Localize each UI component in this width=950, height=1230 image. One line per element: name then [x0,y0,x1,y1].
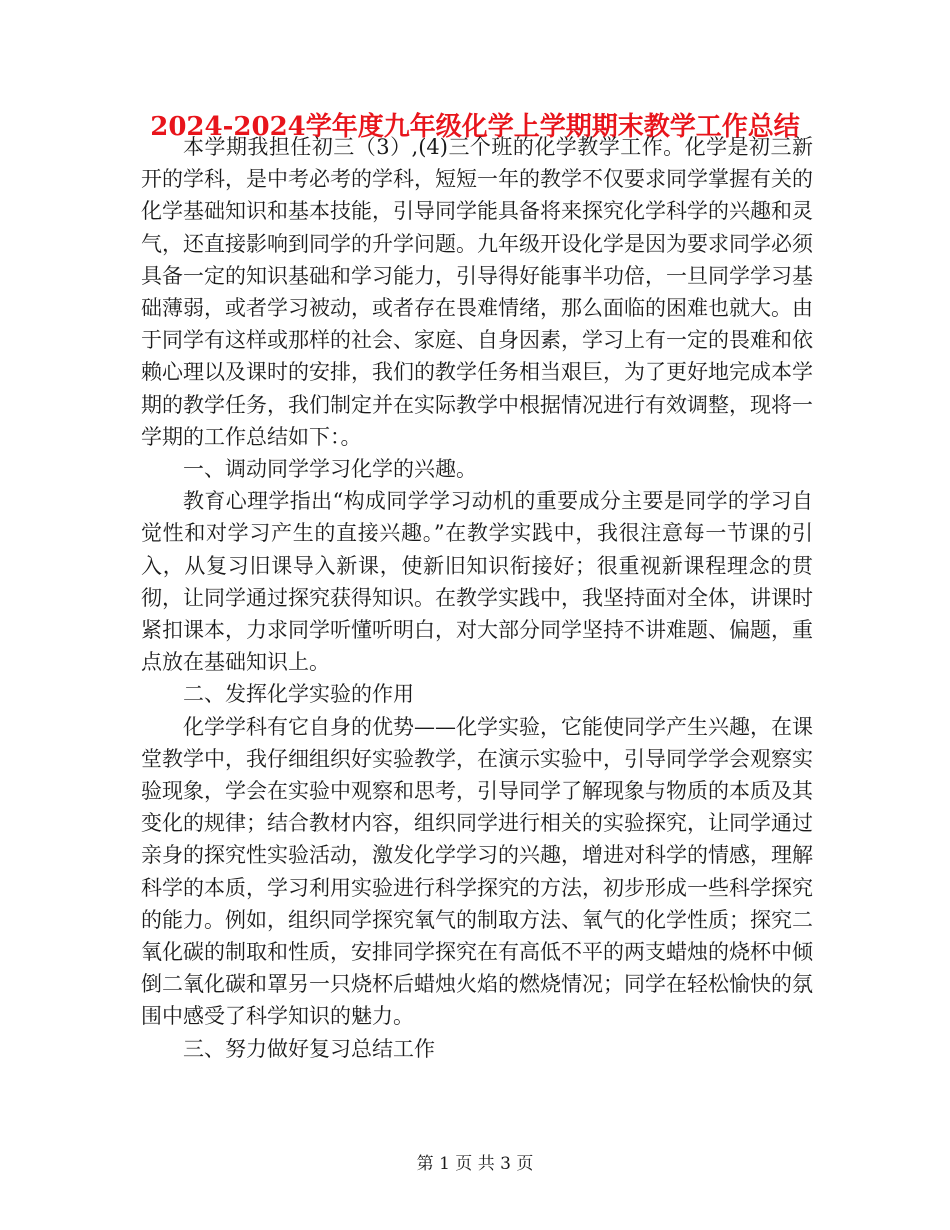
page-number-footer: 第 1 页 共 3 页 [416,1154,534,1174]
section-heading-2: 二、发挥化学实验的作用 [183,682,414,707]
section-heading-3: 三、努力做好复习总结工作 [183,1036,435,1061]
intro-paragraph: 本学期我担任初三（3）,(4)三个班的化学教学工作。化学是初三新开的学科，是中考必考的学科，短短一年的教学不仅要求同学掌握有关的化学基础知识和基本技能，引导同学能具备将来探究化学科学的兴趣和灵气，还直接影响到同学的升学问题。九年级开设化学是因为要求同学必须具备一定的知识基础和学习能力，引导得好能事半功倍，一旦同学学习基础薄弱，或者学习被动，或者存在畏难情绪，那么面临的困难也就大。由于同学有这样或那样的社会、家庭、自身因素，学习上有一定的畏难和依赖心理以及课时的安排，我们的教学任务相当艰巨，为了更好地完成本学期的教学任务，我们制定并在实际教学中根据情况进行有效调整，现将一学期的工作总结如下：。 [141,135,813,449]
section-1-paragraph: 教育心理学指出“构成同学学习动机的重要成分主要是同学的学习自觉性和对学习产生的直接兴趣。”在教学实践中，我很注意每一节课的引入，从复习旧课导入新课，使新旧知识衔接好；很重视新课程理念的贯彻，让同学通过探究获得知识。在教学实践中，我坚持面对全体，讲课时紧扣课本，力求同学听懂听明白，对大部分同学坚持不讲难题、偏题，重点放在基础知识上。 [141,489,813,675]
document-body [141,131,813,1065]
document-title: 2024-2024学年度九年级化学上学期期末教学工作总结 [150,112,800,142]
section-heading-1: 一、调动同学学习化学的兴趣。 [183,457,477,482]
section-2-paragraph: 化学学科有它自身的优势——化学实验，它能使同学产生兴趣，在课堂教学中，我仔细组织好实验教学，在演示实验中，引导同学学会观察实验现象，学会在实验中观察和思考，引导同学了解现象与物质的本质及其变化的规律；结合教材内容，组织同学进行相关的实验探究，让同学通过亲身的探究性实验活动，激发化学学习的兴趣，增进对科学的情感，理解科学的本质，学习利用实验进行科学探究的方法，初步形成一些科学探究的能力。例如，组织同学探究氧气的制取方法、氧气的化学性质；探究二氧化碳的制取和性质，安排同学探究在有高低不平的两支蜡烛的烧杯中倾倒二氧化碳和罩另一只烧杯后蜡烛火焰的燃烧情况；同学在轻松愉快的氛围中感受了科学知识的魅力。 [141,714,813,1029]
